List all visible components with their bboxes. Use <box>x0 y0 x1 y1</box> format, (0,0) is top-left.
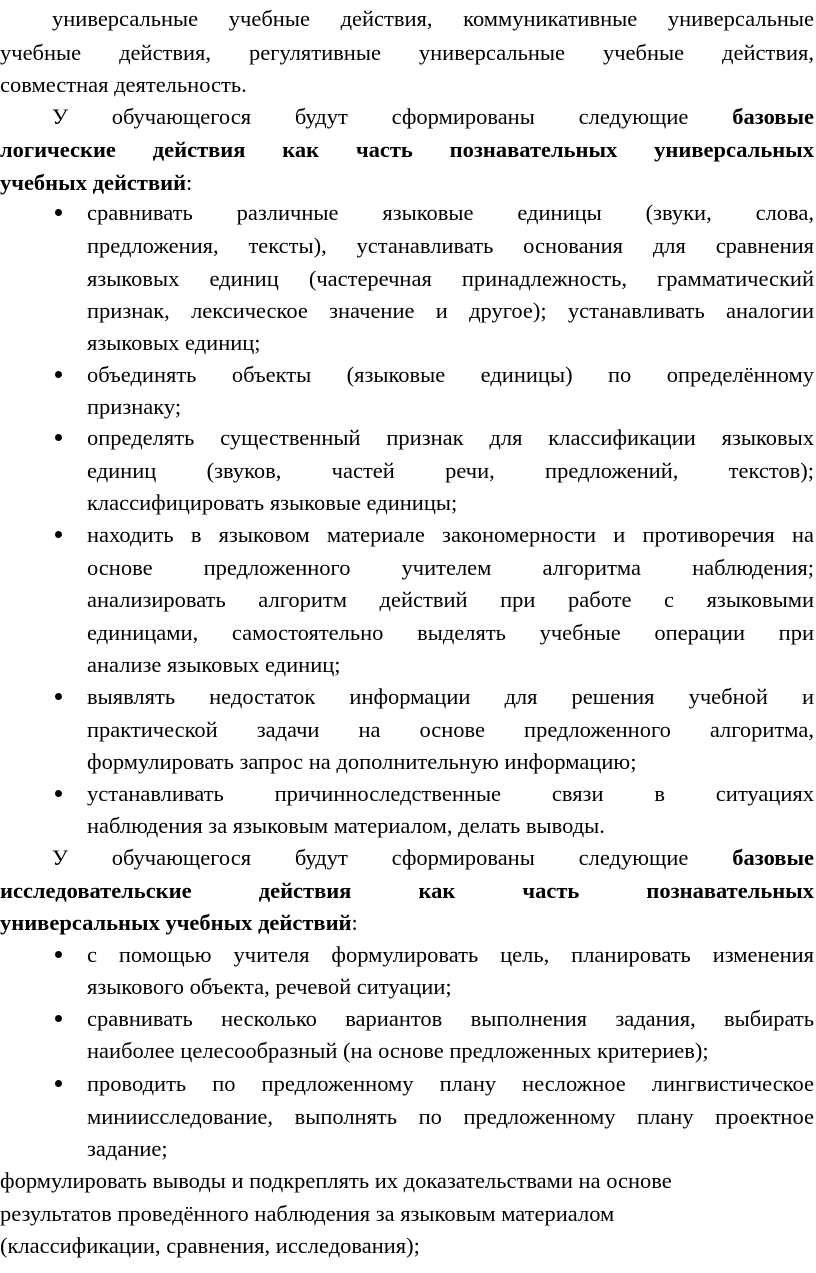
list-item-line: наблюдения за языковым материалом, делать выводы. <box>87 813 605 838</box>
list-item-line: языковых единиц (частеречная принадлежность, грамматический <box>87 266 814 291</box>
list-item-line: признаку; <box>87 394 182 419</box>
section1-lead-bold: базовые <box>732 104 814 129</box>
section2-lead-bold: базовые <box>732 845 814 870</box>
paragraph-line: формулировать выводы и подкреплять их доказательствами на основе <box>0 1168 672 1193</box>
bullet-icon <box>55 693 62 700</box>
list-item-line: предложения, тексты), устанавливать основания для сравнения <box>87 233 814 258</box>
section2-lead-bold-end: универсальных учебных действий <box>0 910 352 935</box>
list-item-line: находить в языковом материале закономерности и противоречия на <box>87 522 814 547</box>
bullet-icon <box>55 209 62 216</box>
list-item-line: сравнивать различные языковые единицы (звуки, слова, <box>87 200 814 225</box>
section2-lead-line <box>52 841 814 874</box>
list-item-line: проводить по предложенному плану несложное лингвистическое <box>87 1071 814 1096</box>
list-item-line: классифицировать языковые единицы; <box>87 490 458 515</box>
section1-lead-colon: : <box>186 170 193 195</box>
list-item-line: признак, лексическое значение и другое); устанавливать аналогии <box>87 298 814 323</box>
list-item-line: выявлять недостаток информации для решения учебной и <box>87 684 814 709</box>
list-item-line: языковых единиц; <box>87 330 261 355</box>
bullet-icon <box>55 371 62 378</box>
list-item-line: единицами, самостоятельно выделять учебные операции при <box>87 620 814 645</box>
paragraph-line: совместная деятельность. <box>0 72 247 97</box>
paragraph-line: универсальные учебные действия, коммуникативные универсальные <box>52 6 814 31</box>
paragraph-line: результатов проведённого наблюдения за языковым материалом <box>0 1201 615 1226</box>
list-item-line: миниисследование, выполнять по предложенному плану проектное <box>87 1104 814 1129</box>
bullet-icon <box>55 1015 62 1022</box>
section2-lead-text: У обучающегося будут сформированы следующие <box>52 845 733 870</box>
list-item-line: наиболее целесообразный (на основе предложенных критериев); <box>87 1038 709 1063</box>
section1-lead-bold-line: логические действия как часть познавательных универсальных <box>0 137 814 162</box>
list-item-line: анализировать алгоритм действий при работе с языковыми <box>87 587 814 612</box>
section1-lead-end-line <box>0 166 192 199</box>
list-item-line: задание; <box>87 1136 168 1161</box>
bullet-icon <box>55 951 62 958</box>
list-item-line: объединять объекты (языковые единицы) по определённому <box>87 362 814 387</box>
list-item-line: формулировать запрос на дополнительную информацию; <box>87 749 637 774</box>
section2-lead-end-line <box>0 906 358 939</box>
section1-lead-line <box>52 100 814 133</box>
list-item-line: практической задачи на основе предложенного алгоритма, <box>87 717 814 742</box>
list-item-line: с помощью учителя формулировать цель, планировать изменения <box>87 942 814 967</box>
list-item-line: сравнивать несколько вариантов выполнения задания, выбирать <box>87 1006 814 1031</box>
list-item-line: единиц (звуков, частей речи, предложений, текстов); <box>87 458 814 483</box>
section1-lead-text: У обучающегося будут сформированы следующие <box>52 104 733 129</box>
bullet-icon <box>55 790 62 797</box>
section2-lead-colon: : <box>351 910 358 935</box>
bullet-icon <box>55 1080 62 1087</box>
list-item-line: языкового объекта, речевой ситуации; <box>87 974 452 999</box>
list-item-line: определять существенный признак для классификации языковых <box>87 425 814 450</box>
paragraph-line: (классификации, сравнения, исследования); <box>0 1233 420 1258</box>
bullet-icon <box>55 531 62 538</box>
section2-lead-bold-line: исследовательские действия как часть познавательных <box>0 878 814 903</box>
bullet-icon <box>55 434 62 441</box>
list-item-line: устанавливать причинноследственные связи в ситуациях <box>87 781 814 806</box>
list-item-line: анализе языковых единиц; <box>87 652 341 677</box>
list-item-line: основе предложенного учителем алгоритма наблюдения; <box>87 555 814 580</box>
section1-lead-bold-end: учебных действий <box>0 170 187 195</box>
paragraph-line: учебные действия, регулятивные универсальные учебные действия, <box>0 40 814 65</box>
